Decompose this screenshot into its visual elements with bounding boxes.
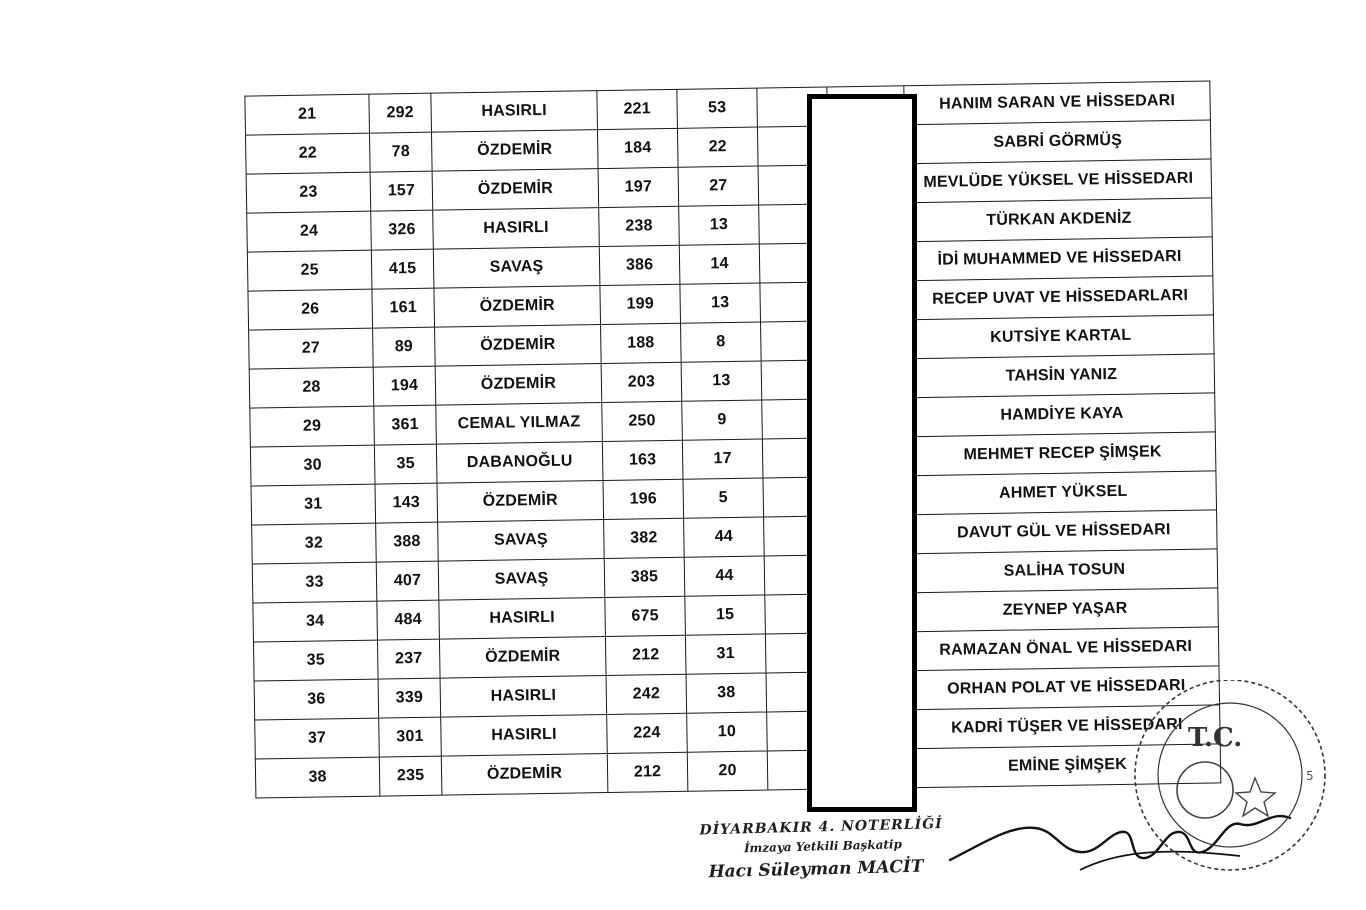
cell-area: 675	[605, 596, 686, 636]
cell-parcel: 35	[374, 444, 437, 484]
cell-parcel: 161	[372, 288, 435, 328]
cell-share: 9	[682, 400, 763, 440]
cell-owner: DAVUT GÜL VE HİSSEDARI	[911, 510, 1218, 554]
cell-quarter: ÖZDEMİR	[437, 481, 604, 523]
cell-quarter: ÖZDEMİR	[439, 637, 606, 679]
redaction-box	[807, 94, 917, 812]
cell-owner: ORHAN POLAT VE HİSSEDARI	[913, 666, 1220, 710]
cell-parcel: 235	[379, 756, 442, 796]
cell-area: 196	[603, 479, 684, 519]
cell-share: 27	[678, 166, 759, 206]
cell-share: 15	[685, 595, 766, 635]
cell-area: 382	[604, 518, 685, 558]
notary-seal	[1080, 680, 1340, 880]
cell-quarter: ÖZDEMİR	[432, 169, 599, 211]
cell-share: 44	[684, 517, 765, 557]
cell-area: 197	[598, 167, 679, 207]
cell-quarter: HASIRLI	[431, 91, 598, 133]
cell-parcel: 89	[373, 327, 436, 367]
cell-share: 31	[685, 634, 766, 674]
cell-parcel: 78	[369, 132, 432, 172]
cell-parcel: 361	[374, 405, 437, 445]
cell-quarter: HASIRLI	[440, 676, 607, 718]
cell-area: 184	[597, 128, 678, 168]
cell-parcel: 237	[377, 639, 440, 679]
cell-parcel: 301	[379, 717, 442, 757]
notary-footer	[699, 814, 1040, 883]
cell-owner: KADRİ TÜŞER VE HİSSEDARI	[914, 705, 1221, 749]
parcel-owner-table	[244, 80, 1221, 798]
cell-parcel: 292	[369, 93, 432, 133]
seal-digit: 5	[1306, 769, 1314, 783]
cell-share: 14	[679, 244, 760, 284]
cell-quarter: SAVAŞ	[438, 520, 605, 562]
cell-area: 199	[600, 284, 681, 324]
cell-no: 36	[254, 679, 379, 720]
cell-no: 26	[248, 289, 373, 330]
cell-quarter: ÖZDEMİR	[435, 325, 602, 367]
cell-share: 38	[686, 673, 767, 713]
cell-area: 188	[601, 323, 682, 363]
cell-area: 203	[601, 362, 682, 402]
cell-share: 5	[683, 478, 764, 518]
cell-no: 31	[251, 484, 376, 525]
cell-no: 28	[249, 367, 374, 408]
cell-quarter: HASIRLI	[433, 208, 600, 250]
cell-quarter: HASIRLI	[441, 715, 608, 757]
cell-owner: RAMAZAN ÖNAL VE HİSSEDARI	[912, 627, 1219, 671]
cell-owner: HANIM SARAN VE HİSSEDARI	[904, 81, 1211, 125]
cell-area: 163	[602, 440, 683, 480]
cell-quarter: SAVAŞ	[438, 559, 605, 601]
cell-quarter: ÖZDEMİR	[435, 364, 602, 406]
cell-parcel: 484	[377, 600, 440, 640]
cell-quarter: ÖZDEMİR	[441, 754, 608, 796]
cell-no: 29	[250, 406, 375, 447]
table-body	[245, 81, 1221, 798]
cell-owner: MEHMET RECEP ŞİMŞEK	[909, 432, 1216, 476]
cell-no: 33	[252, 562, 377, 603]
cell-share: 13	[680, 283, 761, 323]
cell-no: 30	[250, 445, 375, 486]
cell-owner: ZEYNEP YAŞAR	[912, 588, 1219, 632]
cell-parcel: 326	[371, 210, 434, 250]
authority-line: İmzaya Yetkili Başkatip	[743, 837, 903, 856]
notary-office: DİYARBAKIR 4. NOTERLİĞİ	[699, 816, 943, 839]
cell-area: 385	[604, 557, 685, 597]
cell-quarter: CEMAL YILMAZ	[436, 403, 603, 445]
cell-quarter: SAVAŞ	[433, 247, 600, 289]
cell-share: 20	[687, 751, 768, 791]
cell-owner: SALİHA TOSUN	[911, 549, 1218, 593]
cell-no: 22	[246, 133, 371, 174]
cell-no: 35	[253, 640, 378, 681]
cell-quarter: HASIRLI	[439, 598, 606, 640]
cell-no: 24	[247, 211, 372, 252]
cell-share: 13	[679, 205, 760, 245]
cell-share: 22	[677, 127, 758, 167]
cell-share: 44	[684, 556, 765, 596]
cell-area: 238	[599, 206, 680, 246]
cell-share: 13	[681, 361, 762, 401]
cell-owner: RECEP UVAT VE HİSSEDARLARI	[907, 276, 1214, 320]
cell-no: 23	[246, 172, 371, 213]
cell-area: 386	[599, 245, 680, 285]
cell-area: 224	[607, 713, 688, 753]
cell-parcel: 143	[375, 483, 438, 523]
cell-owner: İDİ MUHAMMED VE HİSSEDARI	[906, 237, 1213, 281]
cell-share: 53	[677, 88, 758, 128]
cell-owner: TAHSİN YANIZ	[908, 354, 1215, 398]
cell-area: 221	[597, 89, 678, 129]
cell-owner: TÜRKAN AKDENİZ	[906, 198, 1213, 242]
cell-parcel: 388	[376, 522, 439, 562]
clerk-name: Hacı Süleyman MACİT	[708, 856, 924, 883]
cell-no: 37	[255, 718, 380, 759]
cell-quarter: ÖZDEMİR	[431, 130, 598, 172]
cell-owner: SABRİ GÖRMÜŞ	[904, 120, 1211, 164]
cell-area: 212	[605, 635, 686, 675]
cell-area: 242	[606, 674, 687, 714]
cell-owner: AHMET YÜKSEL	[910, 471, 1217, 515]
cell-parcel: 407	[376, 561, 439, 601]
cell-parcel: 415	[371, 249, 434, 289]
cell-no: 25	[247, 250, 372, 291]
cell-quarter: DABANOĞLU	[436, 442, 603, 484]
cell-no: 21	[245, 94, 370, 135]
cell-share: 17	[682, 439, 763, 479]
cell-no: 32	[252, 523, 377, 564]
cell-share: 8	[681, 322, 762, 362]
cell-no: 27	[249, 328, 374, 369]
cell-no: 34	[253, 601, 378, 642]
cell-owner: KUTSİYE KARTAL	[907, 315, 1214, 359]
document-sheet	[244, 80, 1220, 817]
cell-owner: HAMDİYE KAYA	[909, 393, 1216, 437]
cell-no: 38	[255, 757, 380, 798]
cell-quarter: ÖZDEMİR	[434, 286, 601, 328]
cell-area: 212	[607, 752, 688, 792]
seal-initials: T.C.	[1188, 723, 1243, 753]
cell-parcel: 339	[378, 678, 441, 718]
cell-parcel: 194	[373, 366, 436, 406]
cell-area: 250	[602, 401, 683, 441]
cell-owner: EMİNE ŞİMŞEK	[914, 744, 1221, 788]
cell-parcel: 157	[370, 171, 433, 211]
cell-owner: MEVLÜDE YÜKSEL VE HİSSEDARI	[905, 159, 1212, 203]
cell-share: 10	[687, 712, 768, 752]
